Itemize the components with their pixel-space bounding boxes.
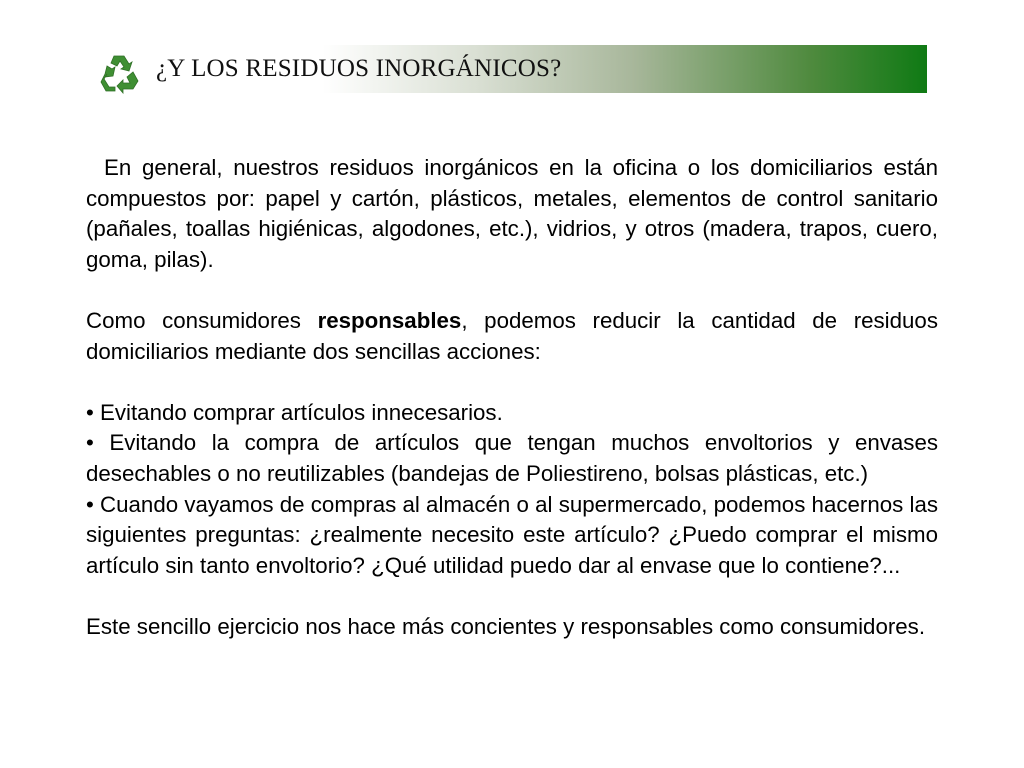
- bullet-item-2: • Evitando la compra de artículos que tengan muchos envoltorios y envases desechables o no reutilizables (bandejas de Poliestireno, bolsas plásticas, etc.): [86, 430, 938, 486]
- paragraph-conclusion: Este sencillo ejercicio nos hace más concientes y responsables como consumidores.: [86, 613, 926, 639]
- slide-title: ¿Y LOS RESIDUOS INORGÁNICOS?: [156, 55, 562, 82]
- emphasis-responsables: responsables: [317, 307, 462, 333]
- title-bar: [152, 45, 927, 93]
- bullet-item-3: • Cuando vayamos de compras al almacén o al supermercado, podemos hacernos las siguientes preguntas: ¿realmente necesito este artículo? ¿Puedo comprar el mismo artículo sin tanto envoltorio? ¿Qué utilidad puedo dar al envase que lo contiene?...: [86, 491, 938, 578]
- paragraph-intro: En general, nuestros residuos inorgánicos en la oficina o los domiciliarios están compuestos por: papel y cartón, plásticos, metales, elementos de control sanitario (pañales, toallas higiénicas, algodones, etc.), vidrios, y otros (madera, trapos, cuero, goma, pilas).: [86, 155, 938, 272]
- slide-body: [86, 153, 938, 643]
- paragraph-consumers-end: , podemos reducir la cantidad de residuos domiciliarios mediante dos sencillas acciones:: [86, 307, 938, 364]
- paragraph-consumers-start: Como consumidores: [86, 307, 318, 333]
- paragraph-consumers: [86, 306, 938, 367]
- bullet-item-1: • Evitando comprar artículos innecesarios.: [86, 399, 503, 425]
- recycle-icon: [98, 50, 142, 94]
